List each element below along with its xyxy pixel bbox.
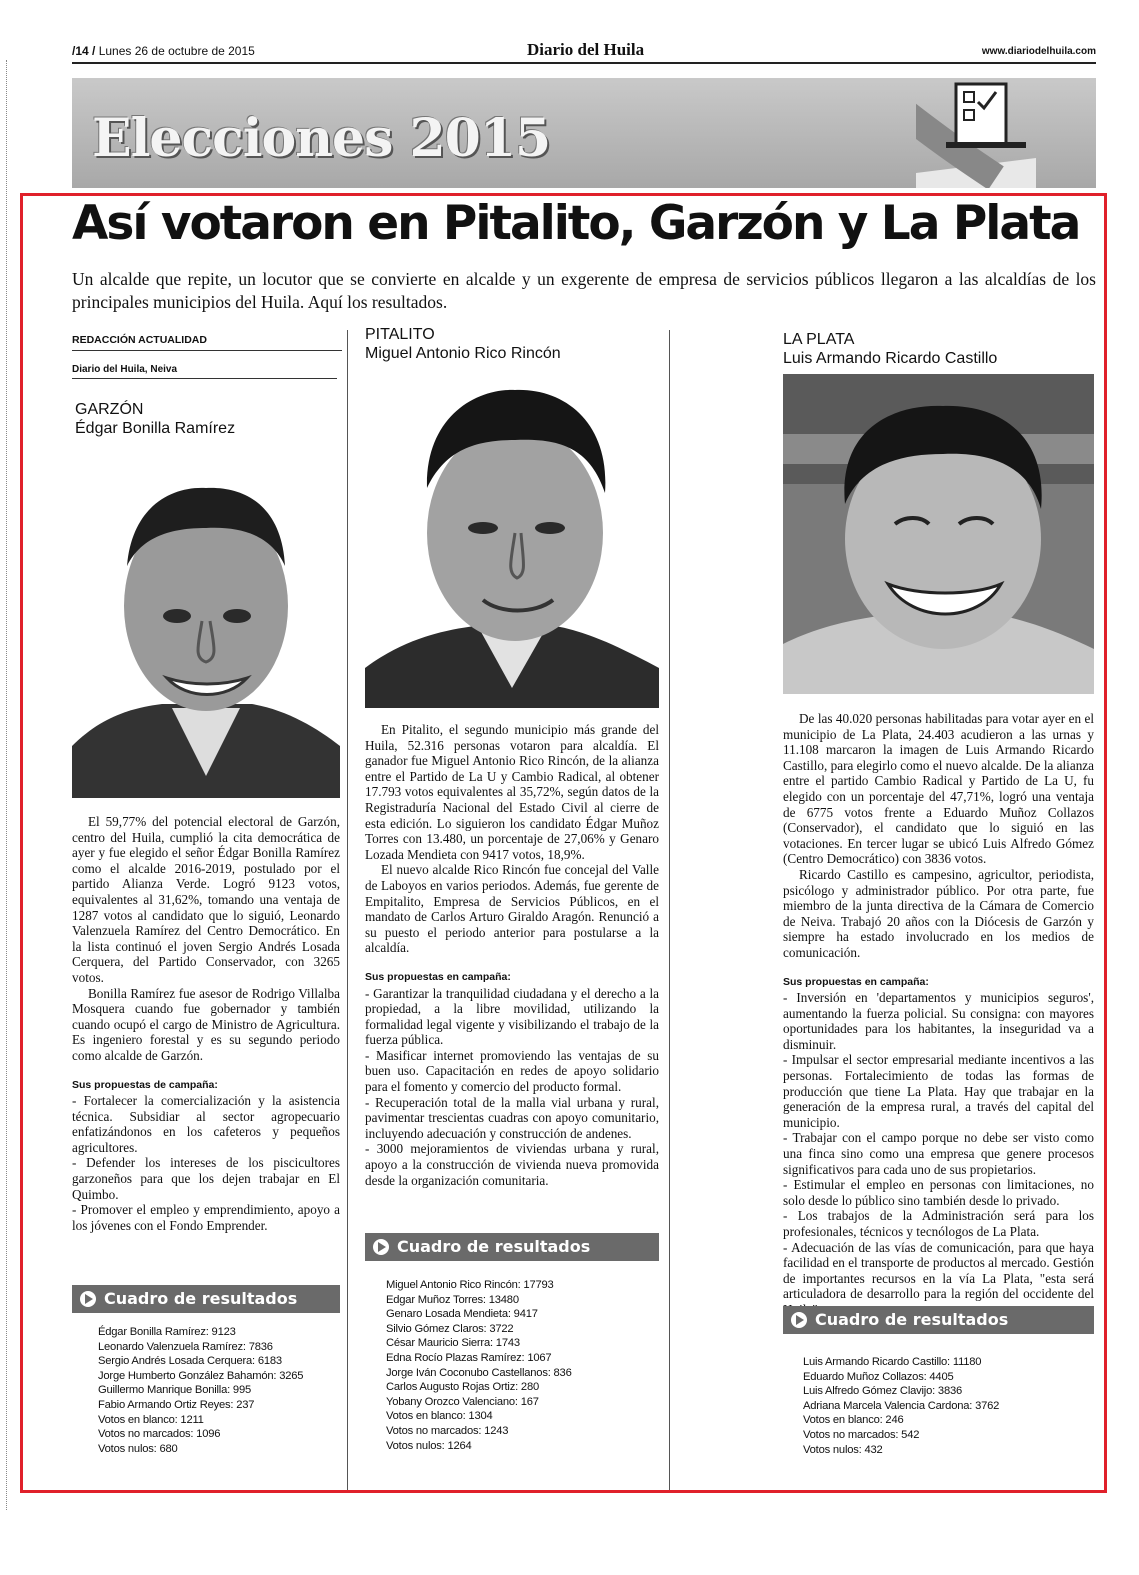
website-url: www.diariodelhuila.com [981, 46, 1096, 57]
arrow-icon [373, 1239, 389, 1255]
result-row: Yobany Orozco Valenciano: 167 [386, 1395, 539, 1408]
pitalito-proposal: - Garantizar la tranquilidad ciudadana y el derecho a la propiedad, a la libre movilidad, utilizando la formalidad legal vigente y visibilizando el trabajo de la fuerza pública. [365, 985, 659, 1048]
result-row: Votos en blanco: 246 [803, 1414, 904, 1427]
garzon-proposals-title: Sus propuestas de campaña: [72, 1078, 218, 1091]
result-row: Edgar Muñoz Torres: 13480 [386, 1293, 519, 1306]
laplata-results-title: Cuadro de resultados [783, 1306, 1094, 1334]
byline-rule-2 [72, 378, 337, 379]
laplata-heading [783, 330, 997, 368]
laplata-mayor-name: Luis Armando Ricardo Castillo [783, 350, 998, 367]
result-row: Luis Armando Ricardo Castillo: 11180 [803, 1356, 982, 1368]
garzon-proposal: - Defender los intereses de los piscicultores garzoneños para que los dejen trabajar en El Quimbo. [72, 1155, 340, 1202]
pitalito-paragraph: El nuevo alcalde Rico Rincón fue concejal del Valle de Laboyos en varios periodos. Además, fue gerente de Empitalito, Empresa de Servicios Públicos, en el mandato de Carlos Arturo Giraldo Aragón. Renunció a su puesto el periodo anterior para postularse a la alcaldía. [365, 862, 659, 956]
result-row: Jorge Iván Coconubo Castellanos: 836 [386, 1366, 572, 1379]
laplata-place: LA PLATA [783, 331, 855, 348]
laplata-mayor-photo [783, 374, 1094, 694]
ballot-box-icon [916, 78, 1036, 188]
result-row: Guillermo Manrique Bonilla: 995 [98, 1384, 251, 1397]
pitalito-article [365, 722, 659, 1188]
result-row: Votos nulos: 432 [803, 1443, 883, 1456]
result-row: Miguel Antonio Rico Rincón: 17793 [386, 1279, 554, 1291]
laplata-proposal: - Trabajar con el campo porque no debe ser visto como una finca sino como una empresa que genere procesos significativos para cada uno de sus propietarios. [783, 1130, 1094, 1177]
arrow-icon [791, 1312, 807, 1328]
result-row: Jorge Humberto González Bahamón: 3265 [98, 1369, 304, 1382]
scan-edge [6, 60, 9, 1510]
result-row: Eduardo Muñoz Collazos: 4405 [803, 1370, 954, 1383]
result-row: Édgar Bonilla Ramírez: 9123 [98, 1326, 236, 1338]
pitalito-place: PITALITO [365, 326, 435, 343]
byline-origin: Diario del Huila, Neiva [72, 364, 178, 375]
masthead: Diario del Huila [527, 40, 645, 59]
laplata-proposal: - Estimular el empleo en personas con limitaciones, no solo desde lo público sino también desde lo privado. [783, 1177, 1094, 1208]
arrow-icon [80, 1291, 96, 1307]
result-row: Silvio Gómez Claros: 3722 [386, 1322, 514, 1335]
result-row: Carlos Augusto Rojas Ortiz: 280 [386, 1381, 539, 1394]
laplata-proposal: - Los trabajos de la Administración será para los profesionales, técnicos y tecnólogos de La Plata. [783, 1208, 1094, 1239]
garzon-paragraph: El 59,77% del potencial electoral de Garzón, centro del Huila, cumplió la cita democrática de ayer y fue elegido el señor Édgar Bonilla Ramírez como el alcalde 2016-2019, postulado por el partido Alianza Verde. Logró 9123 votos, equivalentes al 31,62%, tomando una ventaja de 1287 votos al candidato que lo siguió, Leonardo Valenzuela Ramírez del Centro Democrático. En la lista continuó el joven Sergio Andrés Losada Cerquera, del Partido Conservador, con 3265 votos. [72, 814, 340, 985]
pitalito-mayor-name: Miguel Antonio Rico Rincón [365, 345, 561, 362]
page-info: /14 / Lunes 26 de octubre de 2015 [72, 44, 255, 58]
garzon-results-title: Cuadro de resultados [72, 1285, 340, 1313]
result-row: Votos no marcados: 1096 [98, 1428, 221, 1441]
laplata-proposals-title: Sus propuestas en campaña: [783, 975, 929, 988]
byline-desk: REDACCIÓN ACTUALIDAD [72, 334, 207, 346]
result-row: Sergio Andrés Losada Cerquera: 6183 [98, 1355, 282, 1368]
result-row: César Mauricio Sierra: 1743 [386, 1337, 520, 1350]
laplata-paragraph: Ricardo Castillo es campesino, agricultor, periodista, psicólogo y administrador público. Por otra parte, fue miembro de la junta directiva de la Cámara de Comercio de Neiva. Trabajó 20 años con la Diócesis de Garzón y siempre ha estado involucrado en los medios de comunicación. [783, 866, 1094, 960]
laplata-article [783, 711, 1094, 1318]
section-title: Elecciones 2015 [92, 108, 551, 169]
pitalito-proposal: - Recuperación total de la malla vial urbana y rural, pavimentar trescientas cuadras con apoyo comunitario, incluyendo adecuación y construcción de andenes. [365, 1094, 659, 1141]
pitalito-paragraph: En Pitalito, el segundo municipio más grande del Huila, 52.316 personas votaron para alcaldía. El ganador fue Miguel Antonio Rico Rincón, de la alianza entre el Partido de La U y Cambio Radical, al obtener 17.793 votos equivalentes al 35,72%, según datos de la Registraduría Nacional del Estado Civil al cierre de esta edición. Lo siguieron los candidato Édgar Muñoz Torres con 13.480, un porcentaje de 27,06% y Genaro Lozada Mendieta con 9417 votos, 18,9%. [365, 722, 659, 862]
garzon-article [72, 814, 340, 1233]
result-row: Votos no marcados: 542 [803, 1428, 920, 1441]
column-divider-1 [347, 330, 348, 1490]
result-row: Votos nulos: 680 [98, 1442, 178, 1455]
result-row: Adriana Marcela Valencia Cardona: 3762 [803, 1399, 1000, 1412]
laplata-proposal: - Adecuación de las vías de comunicación, para que haya facilidad en el transporte de productos al mercado. Gestión de importantes recursos en la vía La Plata, "esta será articuladora de desarrollo para la región del occidente del [783, 1239, 1094, 1302]
result-row: Votos en blanco: 1211 [98, 1413, 204, 1426]
garzon-heading [75, 400, 235, 438]
folio-bar [72, 42, 1096, 64]
result-row: Genaro Losada Mendieta: 9417 [386, 1308, 538, 1321]
garzon-results [98, 1325, 343, 1456]
pitalito-proposals-title: Sus propuestas en campaña: [365, 970, 511, 983]
section-banner [72, 78, 1096, 188]
garzon-mayor-name: Édgar Bonilla Ramírez [75, 420, 236, 437]
garzon-proposal: - Fortalecer la comercialización y la asistencia técnica. Subsidiar al sector agropecuario enfatizándonos en los cafeteros y pequeños agricultores. [72, 1093, 340, 1155]
result-row: Votos nulos: 1264 [386, 1439, 472, 1452]
result-row: Leonardo Valenzuela Ramírez: 7836 [98, 1340, 273, 1353]
result-row: Votos en blanco: 1304 [386, 1410, 493, 1423]
headline: Así votaron en Pitalito, Garzón y La Plata [72, 196, 1080, 251]
laplata-proposal: - Inversión en 'departamentos y municipios seguros', aumentando la fuerza policial. Su consigna: con mayores oportunidades para los habitantes, la inseguridad va a disminuir. [783, 990, 1094, 1052]
result-row: Luis Alfredo Gómez Clavijo: 3836 [803, 1385, 963, 1398]
result-row: Votos no marcados: 1243 [386, 1424, 509, 1437]
pitalito-results [386, 1278, 656, 1453]
pitalito-results-title: Cuadro de resultados [365, 1233, 659, 1261]
pitalito-mayor-photo [365, 368, 659, 708]
column-divider-2 [669, 330, 670, 1490]
result-row: Edna Rocío Plazas Ramírez: 1067 [386, 1351, 552, 1364]
garzon-place: GARZÓN [75, 401, 144, 418]
pitalito-heading [365, 325, 561, 363]
garzon-paragraph: Bonilla Ramírez fue asesor de Rodrigo Villalba Mosquera cuando fue gobernador y también cuando ocupó el cargo de Ministro de Agricultura. Es ingeniero forestal y es su segundo periodo como alcalde de Garzón. [72, 985, 340, 1063]
garzon-mayor-photo [72, 446, 340, 798]
pitalito-proposal: - Masificar internet promoviendo las ventajas de su buen uso. Capacitación en redes de apoyo solidario para el fomento y comercio del producto formal. [365, 1047, 659, 1095]
laplata-proposal: - Impulsar el sector empresarial mediante incentivos a las personas. Fortalecimiento de todas las formas de producción que tiene La Plata. Hay que trabajar en la generación de la empresa rural, a través del capital del municipio. [783, 1052, 1094, 1130]
laplata-results [803, 1355, 1093, 1457]
pitalito-proposal: - 3000 mejoramientos de viviendas urbana y rural, apoyo a la construcción de vivienda nueva promovida desde la organización comunitaria. [365, 1141, 659, 1188]
lead-paragraph: Un alcalde que repite, un locutor que se convierte en alcalde y un exgerente de empresa de servicios públicos llegaron a las alcaldías de los principales municipios del Huila. Aquí los resultados. [72, 269, 1096, 312]
laplata-paragraph: De las 40.020 personas habilitadas para votar ayer en el municipio de La Plata, 24.403 acudieron a las urnas y 11.108 marcaron la imagen de Luis Armando Ricardo Castillo, para elegirlo como el nuevo alcalde. De la alianza entre el partido Cambio Radical y Partido de La U, fu elegido con un porcentaje del 47,71%, logró una ventaja de 6775 votos frente a Eduardo Muñoz Collazos (Conservador), el candidato que lo siguió en las votaciones. En tercer lugar se ubicó Luis Alfredo Gómez (Centro Democrático) con 3836 votos. [783, 711, 1094, 867]
byline-rule [72, 350, 342, 351]
garzon-proposal: - Promover el empleo y emprendimiento, apoyo a los jóvenes con el Fondo Emprender. [72, 1202, 340, 1233]
result-row: Fabio Armando Ortiz Reyes: 237 [98, 1398, 255, 1411]
